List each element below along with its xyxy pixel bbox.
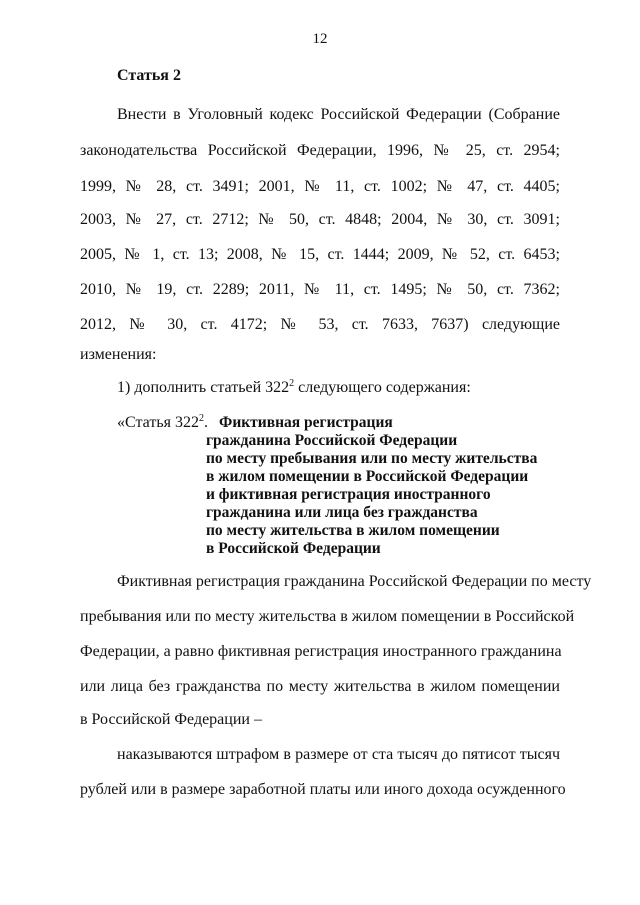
new-article-title-line: в Российской Федерации [206,540,381,557]
body-paragraph-line: или лица без гражданства по месту жительства в жилом помещении [80,678,560,695]
intro-line: 2010, № 19, ст. 2289; 2011, № 11, ст. 1495; № 50, ст. 7362; [80,281,560,298]
new-article-title-line: Фиктивная регистрация [219,414,393,431]
intro-line-last: изменения: [80,346,157,363]
penalty-line: рублей или в размере заработной платы или иного дохода осужденного [80,781,566,798]
amendment-item-1 [117,378,471,398]
penalty-line: наказываются штрафом в размере от ста тысяч до пятисот тысяч [117,746,560,763]
intro-line: 2012, № 30, ст. 4172; № 53, ст. 7633, 7637) следующие [80,316,560,333]
new-article-title-line: по месту жительства в жилом помещении [206,522,500,539]
body-paragraph-line-last: в Российской Федерации – [80,711,262,728]
page-number: 12 [312,31,328,47]
new-article-prefix [117,413,208,433]
new-article-superscript: 2 [198,413,204,424]
new-article-number: «Статья 322 [117,414,199,431]
new-article-title-line: в жилом помещении в Российской Федерации [206,468,529,485]
amendment-item-1-superscript: 2 [289,378,295,389]
new-article-dot: . [203,414,208,431]
body-paragraph-line: пребывания или по месту жительства в жилом помещении в Российской [80,608,575,625]
intro-line: Внести в Уголовный кодекс Российской Федерации (Собрание [117,106,560,123]
body-paragraph-line: Федерации, а равно фиктивная регистрация иностранного гражданина [80,643,562,660]
article-heading: Статья 2 [117,67,181,84]
intro-line: 2003, № 27, ст. 2712; № 50, ст. 4848; 2004, № 30, ст. 3091; [80,211,560,228]
new-article-title-line: и фиктивная регистрация иностранного [206,486,491,503]
intro-line: 1999, № 28, ст. 3491; 2001, № 11, ст. 1002; № 47, ст. 4405; [80,178,560,195]
intro-line: 2005, № 1, ст. 13; 2008, № 15, ст. 1444; 2009, № 52, ст. 6453; [80,246,560,263]
amendment-item-1-text-end: следующего содержания: [294,379,471,396]
new-article-title-line: по месту пребывания или по месту жительства [206,450,538,467]
new-article-title-line: гражданина Российской Федерации [206,432,458,449]
body-paragraph-line: Фиктивная регистрация гражданина Российской Федерации по месту [117,573,592,590]
intro-line: законодательства Российской Федерации, 1996, № 25, ст. 2954; [80,142,560,159]
amendment-item-1-text: 1) дополнить статьей 322 [117,379,290,396]
new-article-title-line: гражданина или лица без гражданства [206,504,478,521]
